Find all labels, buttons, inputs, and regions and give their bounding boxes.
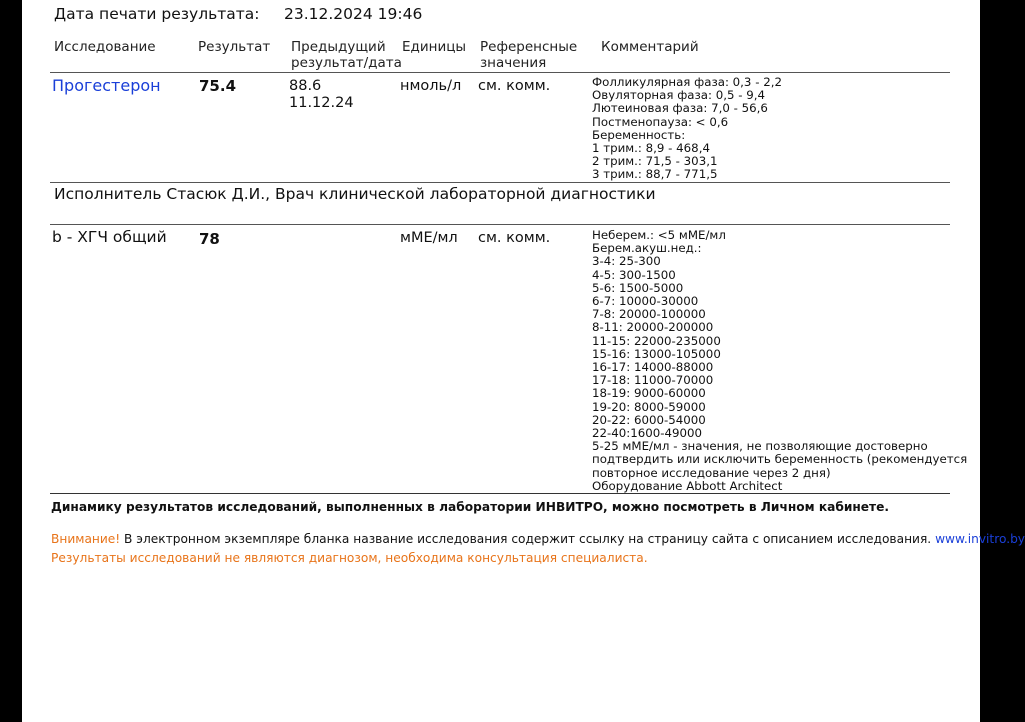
column-header-comment: Комментарий (601, 39, 699, 55)
column-header-reference: Референсные значения (480, 39, 578, 71)
attention-note (51, 532, 1025, 547)
reference-hcg: см. комм. (478, 230, 551, 246)
units-progesterone: нмоль/л (400, 78, 462, 94)
result-hcg: 78 (199, 230, 220, 248)
invitro-link[interactable]: www.invitro.by (935, 532, 1025, 546)
test-name-hcg[interactable]: b - ХГЧ общий (52, 228, 167, 246)
column-header-previous: Предыдущий результат/дата (291, 39, 402, 71)
column-header-test: Исследование (54, 39, 156, 55)
column-header-result: Результат (198, 39, 271, 55)
attention-text: В электронном экземпляре бланка название исследования содержит ссылку на страницу сайта с описанием исследования. (120, 532, 936, 546)
units-hcg: мМЕ/мл (400, 230, 458, 246)
performer: Исполнитель Стасюк Д.И., Врач клинической лабораторной диагностики (54, 185, 656, 203)
attention-label: Внимание! (51, 532, 121, 546)
comment-hcg: Неберем.: <5 мМЕ/мл Берем.акуш.нед.: 3-4: 25-300 4-5: 300-1500 5-6: 1500-5000 6-7: 10000-30000 7-8: 20000-100000 8-11: 20000-200000 11-15: 22000-235000 15-16: 13000-105000 16-17: 14000-88000 17-18: 11000-70000 18-19: 9000-60000 19-20: 8000-59000 20-22: 6000-54000 22-40:1600-49000 5-25 мМЕ/мл - значения, не позволяющие достоверно подтвердить или исключить беременность (рекомендуется повторное исследование через 2 дня) Оборудование Abbott Architect (592, 228, 968, 493)
result-progesterone: 75.4 (199, 77, 237, 95)
header-divider (50, 72, 950, 73)
comment-progesterone: Фолликулярная фаза: 0,3 - 2,2 Овуляторная фаза: 0,5 - 9,4 Лютеиновая фаза: 7,0 - 56,6 Постменопауза: < 0,6 Беременность: 1 трим.: 8,9 - 468,4 2 трим.: 71,5 - 303,1 3 трим.: 88,7 - 771,5 (592, 75, 782, 182)
print-date-value: 23.12.2024 19:46 (284, 5, 423, 23)
column-header-units: Единицы (402, 39, 467, 55)
print-date-label: Дата печати результата: (54, 5, 260, 23)
result-sheet (22, 0, 1025, 722)
disclaimer: Результаты исследований не являются диагнозом, необходима консультация специалиста. (51, 551, 648, 565)
footer-divider (50, 493, 950, 494)
previous-progesterone: 88.6 11.12.24 (289, 78, 354, 111)
dynamics-note: Динамику результатов исследований, выполненных в лаборатории ИНВИТРО, можно посмотреть в Личном кабинете. (51, 500, 890, 514)
reference-progesterone: см. комм. (478, 78, 551, 94)
row-divider (50, 182, 950, 183)
row-divider (50, 224, 950, 225)
test-name-progesterone[interactable]: Прогестерон (52, 76, 161, 95)
